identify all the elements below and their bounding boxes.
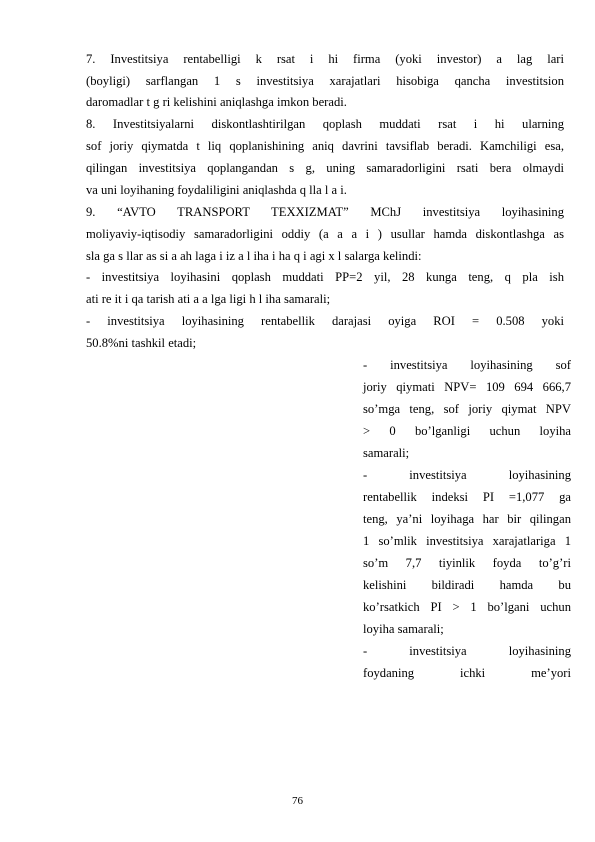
column-line: rentabellik indeksi PI =1,077 ga <box>363 490 571 504</box>
paragraph-line: 50.8%ni tashkil etadi; <box>86 336 197 350</box>
column-line: so’m 7,7 tiyinlik foyda to’g’ri <box>363 556 571 570</box>
column-line: joriy qiymati NPV= 109 694 666,7 <box>363 380 571 394</box>
paragraph-line: ati re it i qa tarish ati a a lga ligi h l iha samarali; <box>86 292 331 306</box>
paragraph-line: qilingan investitsiya qoplangandan s g, uning samaradorligini rsati bera olmaydi <box>86 161 564 175</box>
column-line: - investitsiya loyihasining <box>363 468 571 482</box>
paragraph-line: - investitsiya loyihasining rentabellik darajasi oyiga ROI = 0.508 yoki <box>86 314 564 328</box>
paragraph-line: 7. Investitsiya rentabelligi k rsat i hi firma (yoki investor) a lag lari <box>86 52 564 66</box>
column-line: loyiha samarali; <box>363 622 444 636</box>
page-number: 76 <box>292 795 303 807</box>
column-line: - investitsiya loyihasining <box>363 644 571 658</box>
column-line: samarali; <box>363 446 410 460</box>
paragraph-line: (boyligi) sarflangan 1 s investitsiya xarajatlari hisobiga qancha investitsion <box>86 74 564 88</box>
paragraph-line: va uni loyihaning foydaliligini aniqlashda q lla l a i. <box>86 183 347 197</box>
column-line: - investitsiya loyihasining sof <box>363 358 571 372</box>
paragraph-line: moliyaviy-iqtisodiy samaradorligini oddiy (a a a i ) usullar hamda diskontlashga as <box>86 227 564 241</box>
paragraph-line: 9. “AVTO TRANSPORT TEXXIZMAT” MChJ investitsiya loyihasining <box>86 205 564 219</box>
column-line: > 0 bo’lganligi uchun loyiha <box>363 424 571 438</box>
column-line: kelishini bildiradi hamda bu <box>363 578 571 592</box>
paragraph-line: sla ga s llar as si a ah laga i iz a l iha i ha q i agi x l salarga kelindi: <box>86 249 422 263</box>
column-line: teng, ya’ni loyihaga har bir qilingan <box>363 512 571 526</box>
paragraph-line: 8. Investitsiyalarni diskontlashtirilgan qoplash muddati rsat i hi ularning <box>86 117 564 131</box>
column-line: 1 so’mlik investitsiya xarajatlariga 1 <box>363 534 571 548</box>
column-line: so’mga teng, sof joriy qiymat NPV <box>363 402 571 416</box>
paragraph-line: - investitsiya loyihasini qoplash muddati PP=2 yil, 28 kunga teng, q pla ish <box>86 270 564 284</box>
paragraph-line: sof joriy qiymatda t liq qoplanishining aniq davrini tavsiflab beradi. Kamchiligi esa, <box>86 139 564 153</box>
paragraph-line: daromadlar t g ri kelishini aniqlashga imkon beradi. <box>86 95 347 109</box>
column-line: ko’rsatkich PI > 1 bo’lgani uchun <box>363 600 571 614</box>
column-line: foydaning ichki me’yori <box>363 666 571 680</box>
